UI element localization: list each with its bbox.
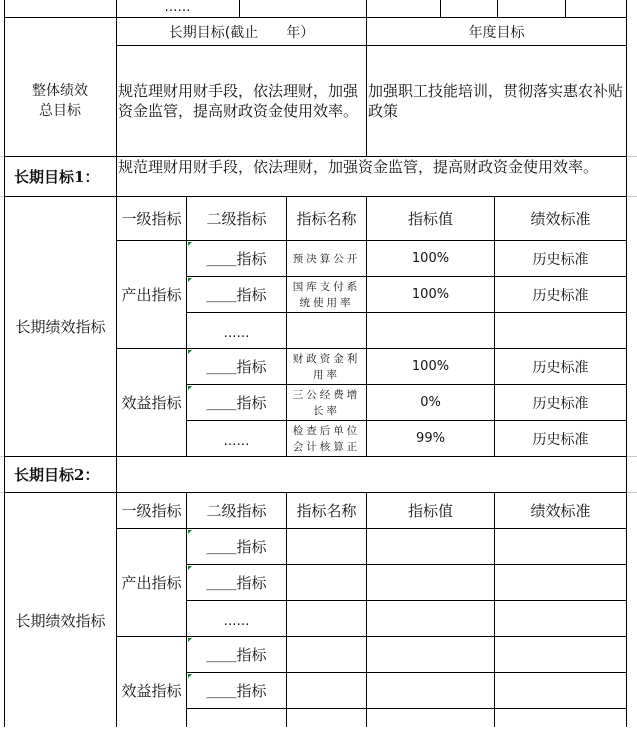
- goal2-row4-level2: ＿＿指标: [206, 646, 267, 664]
- goal2-output-label: 产出指标: [121, 574, 182, 592]
- goal1-row6-name: 检查后单位会计核算正: [292, 424, 361, 453]
- goal1-row3-level2: ……: [223, 325, 250, 341]
- goal1-text: 规范理财用财手段，依法理财，加强资金监管，提高财政资金使用效率。: [118, 158, 599, 176]
- goal2-row2-level2: ＿＿指标: [206, 574, 267, 592]
- goal1-row1-value: 100%: [411, 251, 450, 266]
- goal1-row4-name: 财政资金利用率: [292, 352, 361, 381]
- goal1-row6-level2: ……: [223, 433, 250, 449]
- overall-goal-label: 整体绩效总目标: [32, 83, 88, 119]
- goal1-row4-value: 100%: [411, 359, 450, 374]
- goal1-row5-standard: 历史标准: [532, 395, 589, 412]
- goal1-header-name: 指标名称: [296, 210, 357, 228]
- goal1-row1-level2: ＿＿指标: [206, 250, 267, 268]
- goal2-label: 长期目标2：: [14, 466, 100, 484]
- goal1-header-level2: 二级指标: [206, 210, 267, 228]
- goal1-output-label: 产出指标: [121, 286, 182, 304]
- goal1-row2-level2: ＿＿指标: [206, 286, 267, 304]
- goal2-benefit-label: 效益指标: [121, 682, 182, 700]
- goal1-row1-standard: 历史标准: [532, 251, 589, 268]
- annual-goal-header: 年度目标: [468, 24, 525, 41]
- goal1-row2-standard: 历史标准: [532, 287, 589, 304]
- goal2-row3-level2: ……: [223, 613, 250, 629]
- goal1-row4-standard: 历史标准: [532, 359, 589, 376]
- goal2-header-name: 指标名称: [296, 502, 357, 520]
- goal1-label: 长期目标1：: [14, 168, 100, 186]
- top-row-ellipsis: ……: [164, 0, 191, 15]
- annual-goal-text: 加强职工技能培训，贯彻落实惠农补贴政策: [368, 82, 624, 120]
- goal1-benefit-label: 效益指标: [121, 394, 182, 412]
- goal1-row4-level2: ＿＿指标: [206, 358, 267, 376]
- goal2-row5-level2: ＿＿指标: [206, 682, 267, 700]
- goal1-row6-standard: 历史标准: [532, 431, 589, 448]
- long-term-goal-header: 长期目标(截止 年）: [168, 24, 315, 41]
- goal1-row6-value: 99%: [416, 431, 445, 446]
- goal2-section-label: 长期绩效指标: [15, 611, 106, 630]
- goal1-row5-value: 0%: [420, 395, 441, 410]
- goal2-header-level2: 二级指标: [206, 502, 267, 520]
- goal2-header-value: 指标值: [407, 502, 453, 520]
- goal1-row1-name: 预决算公开: [292, 252, 361, 265]
- goal1-header-level1: 一级指标: [121, 210, 182, 228]
- goal2-row1-level2: ＿＿指标: [206, 538, 267, 556]
- goal1-row5-level2: ＿＿指标: [206, 394, 267, 412]
- goal1-row2-name: 国库支付系统使用率: [292, 280, 361, 309]
- goal1-header-standard: 绩效标准: [530, 210, 591, 228]
- goal2-header-level1: 一级指标: [121, 502, 182, 520]
- goal1-section-label: 长期绩效指标: [15, 318, 106, 336]
- goal1-row2-value: 100%: [411, 287, 450, 302]
- goal1-row5-name: 三公经费增长率: [292, 388, 361, 417]
- goal1-header-value: 指标值: [407, 210, 453, 228]
- goal2-header-standard: 绩效标准: [530, 502, 591, 520]
- long-term-goal-text: 规范理财用财手段，依法理财，加强资金监管，提高财政资金使用效率。: [118, 82, 359, 120]
